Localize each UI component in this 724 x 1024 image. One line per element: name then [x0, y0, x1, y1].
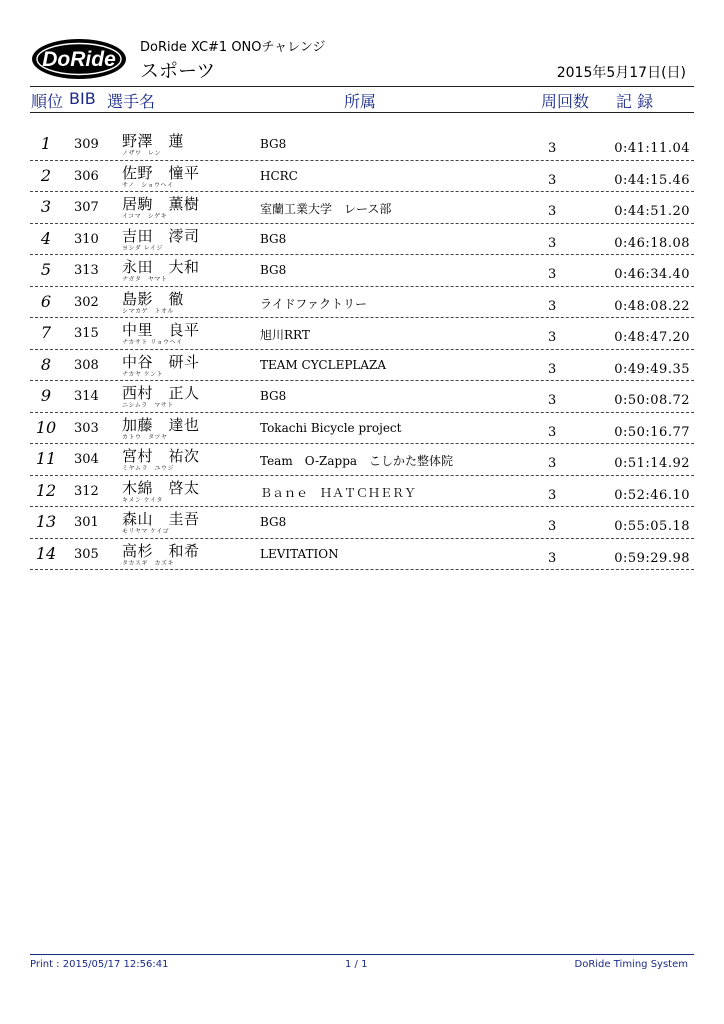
bib-cell: 302: [74, 294, 99, 310]
footer-rule: [30, 954, 694, 955]
bib-cell: 301: [74, 515, 99, 530]
result-row: [30, 317, 694, 350]
rider-name-kana: カトウ タツヤ: [122, 433, 168, 441]
event-title: DoRide XC#1 ONOチャレンジ: [140, 40, 326, 55]
col-header-laps: 周回数: [541, 92, 590, 111]
rider-name-kana: ミヤムラ ユウジ: [122, 465, 174, 472]
rider-name-kana: ニシムラ マサト: [122, 402, 174, 409]
result-row: [30, 475, 694, 508]
bib-cell: 310: [74, 231, 99, 247]
bib-cell: 306: [74, 168, 99, 184]
bib-cell: 312: [74, 483, 99, 499]
result-row: [30, 412, 694, 445]
col-header-time: 記 録: [616, 92, 654, 111]
rider-name: 木綿 啓太: [122, 478, 200, 497]
team-cell: LEVITATION: [260, 546, 339, 561]
col-header-bib: BIB: [69, 89, 96, 108]
rank-cell: 7: [40, 323, 52, 342]
laps-cell: 3: [548, 267, 557, 282]
team-cell: BG8: [260, 263, 287, 277]
team-cell: BG8: [260, 389, 287, 403]
team-cell: Tokachi Bicycle project: [260, 420, 402, 435]
rider-name: 高杉 和希: [122, 541, 200, 560]
laps-cell: 3: [548, 330, 557, 345]
rank-cell: 8: [40, 354, 52, 374]
team-cell: Team O-Zappa こしかた整体院: [260, 454, 454, 468]
timing-system-label: DoRide Timing System: [574, 959, 688, 970]
bib-cell: 309: [74, 137, 99, 152]
rank-cell: 14: [35, 543, 57, 563]
team-cell: 旭川RRT: [260, 328, 310, 342]
time-cell: 0:50:16.77: [614, 424, 690, 440]
rider-name-kana: ヨシダ レイジ: [122, 244, 163, 252]
bib-cell: 315: [74, 326, 99, 341]
time-cell: 0:55:05.18: [614, 519, 690, 534]
rider-name: 居駒 薫樹: [122, 195, 200, 213]
result-row: [30, 254, 694, 287]
rank-cell: 3: [40, 197, 52, 216]
laps-cell: 3: [548, 519, 557, 534]
rider-name: 永田 大和: [122, 258, 200, 276]
bib-cell: 305: [74, 546, 99, 562]
time-cell: 0:50:08.72: [614, 393, 690, 408]
rider-name: 西村 正人: [122, 384, 200, 402]
header-rule-bottom: [30, 112, 694, 113]
result-row: [30, 128, 694, 161]
time-cell: 0:48:47.20: [614, 330, 690, 345]
race-date: 2015年5月17日(日): [556, 65, 686, 81]
result-row: [30, 223, 694, 256]
bib-cell: 314: [74, 389, 99, 404]
rank-cell: 11: [35, 449, 57, 468]
time-cell: 0:48:08.22: [614, 298, 690, 314]
laps-cell: 3: [548, 172, 557, 188]
laps-cell: 3: [548, 204, 557, 219]
print-timestamp: Print : 2015/05/17 12:56:41: [30, 959, 169, 970]
result-row: [30, 506, 694, 539]
time-cell: 0:44:51.20: [614, 204, 690, 219]
team-cell: TEAM CYCLEPLAZA: [260, 357, 387, 372]
team-cell: BG8: [260, 231, 287, 246]
laps-cell: 3: [548, 424, 557, 440]
rider-name: 佐野 憧平: [122, 163, 200, 182]
rank-cell: 6: [40, 291, 52, 311]
bib-cell: 304: [74, 452, 99, 467]
rider-name-kana: イコマ シゲキ: [122, 213, 168, 220]
laps-cell: 3: [548, 550, 557, 566]
rider-name-kana: シマカゲ トオル: [122, 307, 174, 315]
bib-cell: 307: [74, 200, 99, 215]
bib-cell: 303: [74, 420, 99, 436]
time-cell: 0:59:29.98: [614, 550, 690, 566]
col-header-rank: 順位: [31, 92, 64, 111]
team-cell: 室蘭工業大学 レース部: [260, 202, 392, 216]
team-cell: ライドファクトリー: [260, 296, 368, 311]
time-cell: 0:41:11.04: [614, 141, 690, 156]
laps-cell: 3: [548, 487, 557, 503]
laps-cell: 3: [548, 361, 557, 377]
rider-name-kana: タカスギ カズキ: [122, 559, 175, 567]
col-header-team: 所属: [344, 92, 377, 111]
laps-cell: 3: [548, 393, 557, 408]
rider-name: 中谷 研斗: [122, 352, 200, 371]
rank-cell: 2: [40, 165, 52, 185]
laps-cell: 3: [548, 235, 557, 251]
rank-cell: 13: [35, 512, 57, 531]
rank-cell: 9: [40, 386, 52, 405]
rider-name: 森山 圭吾: [122, 510, 200, 528]
team-cell: HCRC: [260, 168, 298, 183]
team-cell: BG8: [260, 137, 287, 151]
page-number: 1 / 1: [345, 959, 368, 970]
time-cell: 0:46:18.08: [614, 235, 690, 251]
rider-name-kana: ナカヤ ケント: [122, 370, 163, 378]
team-cell: Ｂａｎｅ ＨＡＴＣＨＥＲＹ: [260, 485, 417, 500]
rider-name: 野澤 蓮: [122, 132, 185, 150]
result-row: [30, 160, 694, 193]
rider-name-kana: ナカサト リョウヘイ: [122, 339, 183, 346]
laps-cell: 3: [548, 456, 557, 471]
rank-cell: 1: [40, 134, 52, 153]
rank-cell: 4: [40, 228, 52, 248]
result-row: [30, 191, 694, 224]
rider-name-kana: ナガタ ヤマト: [122, 276, 168, 283]
header-rule-top: [30, 86, 694, 87]
time-cell: 0:44:15.46: [614, 172, 690, 188]
category-title: スポーツ: [140, 60, 216, 82]
time-cell: 0:51:14.92: [614, 456, 690, 471]
rider-name: 島影 徹: [122, 289, 185, 308]
bib-cell: 308: [74, 357, 99, 373]
rank-cell: 5: [40, 260, 52, 279]
time-cell: 0:46:34.40: [614, 267, 690, 282]
svg-text:DoRide: DoRide: [42, 48, 116, 71]
laps-cell: 3: [548, 141, 557, 156]
rider-name-kana: サノ ショウヘイ: [122, 181, 174, 189]
rider-name: 宮村 祐次: [122, 447, 200, 465]
rank-cell: 10: [35, 417, 57, 437]
rider-name-kana: ノザワ レン: [122, 150, 161, 157]
rider-name-kana: モリヤマ ケイゴ: [122, 528, 170, 535]
team-cell: BG8: [260, 515, 287, 529]
rider-name: 中里 良平: [122, 321, 200, 339]
time-cell: 0:49:49.35: [614, 361, 690, 377]
result-row: [30, 538, 694, 571]
time-cell: 0:52:46.10: [614, 487, 690, 503]
rank-cell: 12: [35, 480, 57, 500]
rider-name-kana: キメン ケイタ: [122, 496, 163, 504]
result-row: [30, 286, 694, 319]
laps-cell: 3: [548, 298, 557, 314]
result-row: [30, 443, 694, 476]
result-row: [30, 349, 694, 382]
result-row: [30, 380, 694, 413]
rider-name: 吉田 澪司: [122, 226, 200, 245]
rider-name: 加藤 達也: [122, 415, 200, 434]
col-header-name: 選手名: [107, 92, 156, 111]
bib-cell: 313: [74, 263, 99, 278]
doride-logo: [31, 38, 127, 80]
